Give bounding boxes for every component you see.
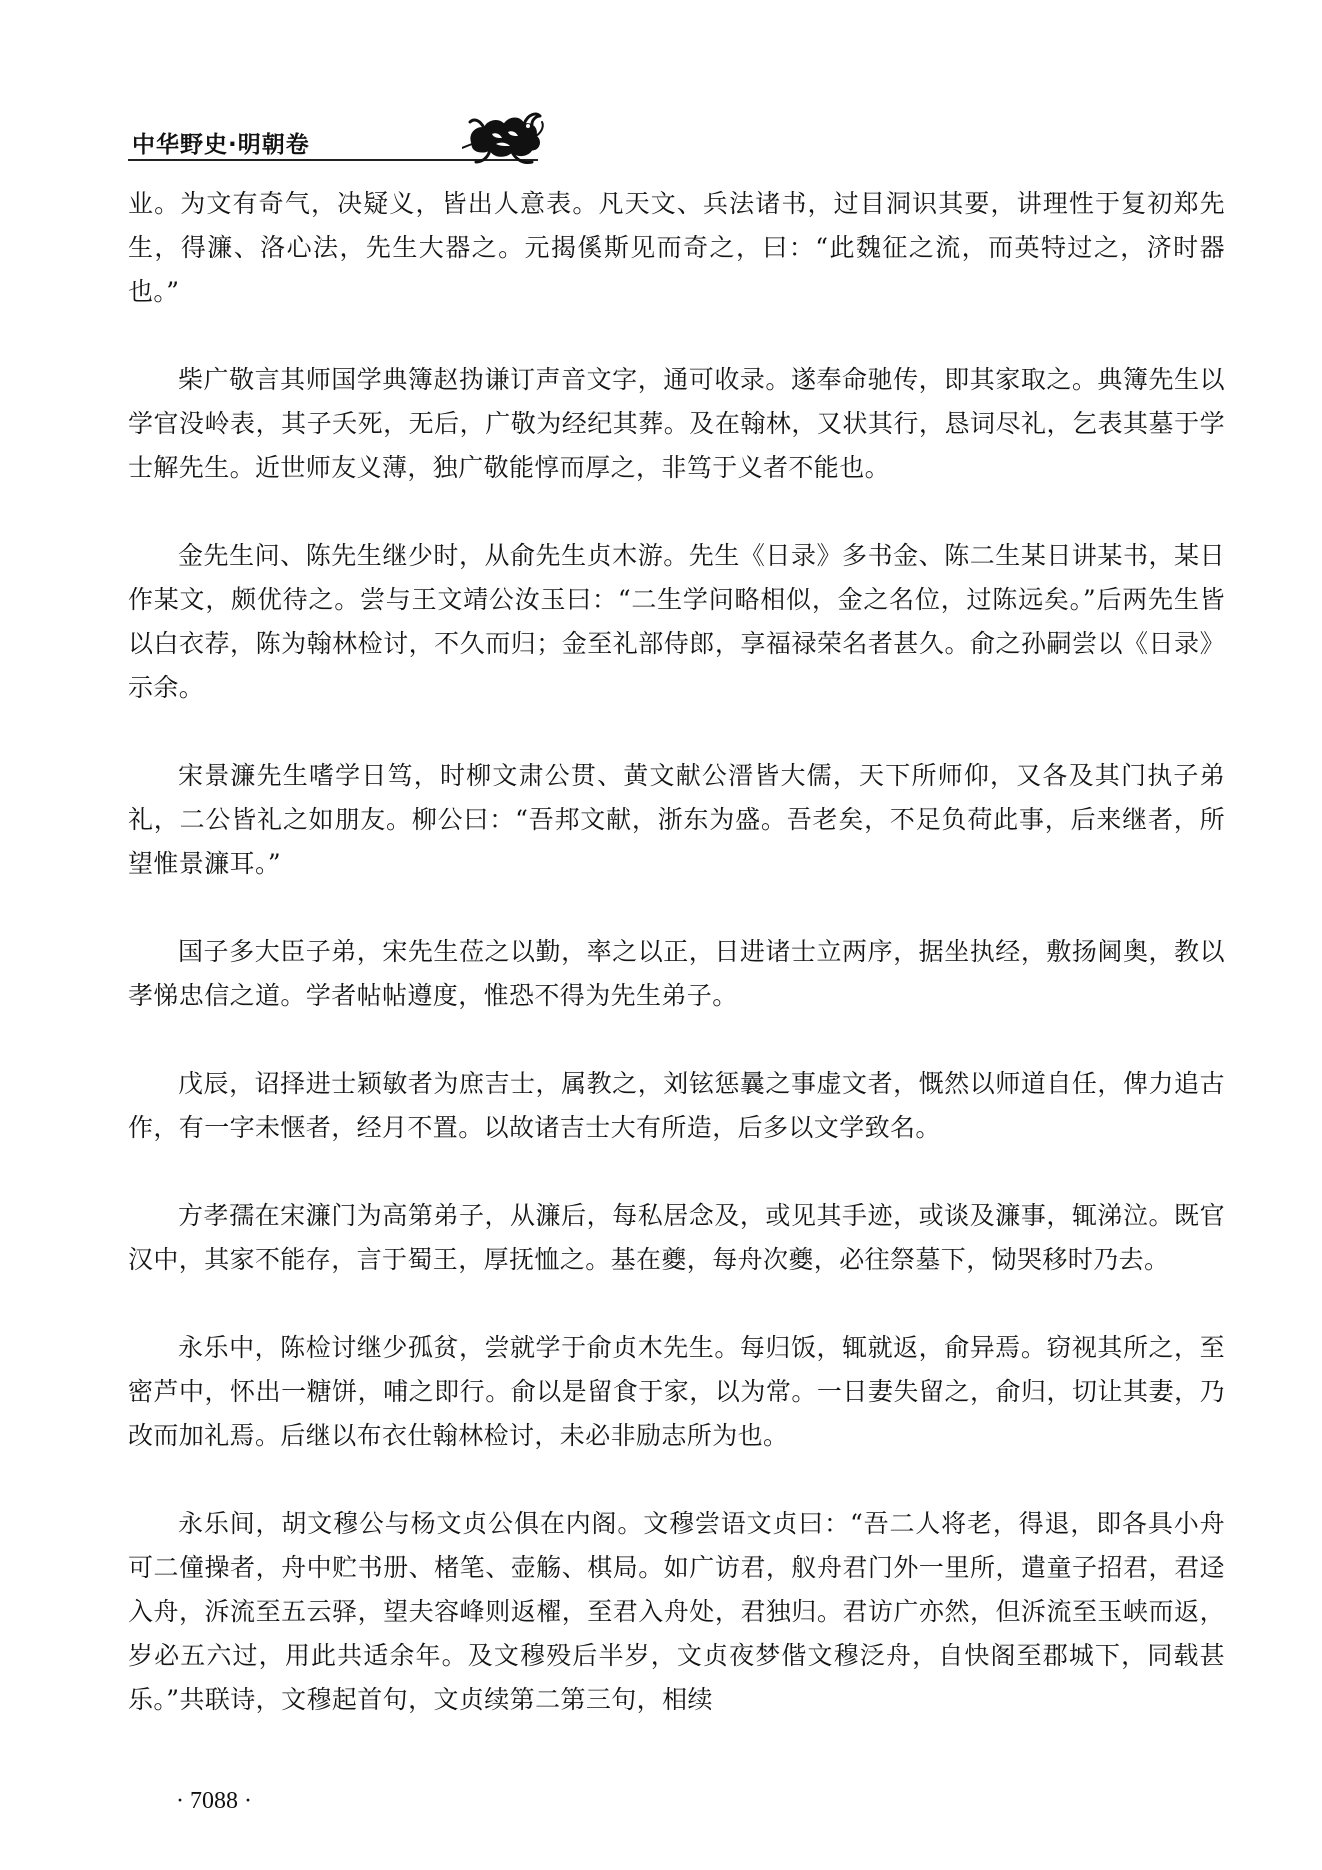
book-title: 中华野史·明朝卷 — [132, 132, 310, 158]
paragraph: 宋景濂先生嗜学日笃，时柳文肃公贯、黄文献公溍皆大儒，天下所师仰，又各及其门执子弟礼，二公皆礼之如朋友。柳公曰：“吾邦文献，浙东为盛。吾老矣，不足负荷此事，后来继者，所望惟景濂耳。” — [128, 761, 1225, 878]
paragraph: 金先生问、陈先生继少时，从俞先生贞木游。先生《日录》多书金、陈二生某日讲某书，某日作某文，颇优待之。尝与王文靖公汝玉曰：“二生学问略相似，金之名位，过陈远矣。”后两先生皆以白衣荐，陈为翰林检讨，不久而归；金至礼部侍郎，享福禄荣名者甚久。俞之孙嗣尝以《日录》示余。 — [128, 541, 1225, 702]
paragraph: 柴广敬言其师国学典簿赵㧑谦订声音文字，通可收录。遂奉命驰传，即其家取之。典簿先生以学官没岭表，其子夭死，无后，广敬为经纪其葬。及在翰林，又状其行，恳词尽礼，乞表其墓于学士解先生。近世师友义薄，独广敬能惇而厚之，非笃于义者不能也。 — [128, 365, 1225, 482]
paragraph: 国子多大臣子弟，宋先生莅之以勤，率之以正，日进诸士立两序，据坐执经，敷扬阃奥，教以孝悌忠信之道。学者帖帖遵度，惟恐不得为先生弟子。 — [128, 937, 1225, 1010]
paragraph: 永乐中，陈检讨继少孤贫，尝就学于俞贞木先生。每归饭，辄就返，俞异焉。窃视其所之，至密芦中，怀出一糖饼，哺之即行。俞以是留食于家，以为常。一日妻失留之，俞归，切让其妻，乃改而加礼焉。后继以布衣仕翰林检讨，未必非励志所为也。 — [128, 1333, 1225, 1450]
dragon-icon — [462, 104, 546, 168]
page-number: · 7088 · — [176, 1788, 252, 1814]
main-text — [128, 182, 1225, 1722]
paragraph: 方孝孺在宋濂门为高第弟子，从濂后，每私居念及，或见其手迹，或谈及濂事，辄涕泣。既官汉中，其家不能存，言于蜀王，厚抚恤之。基在夔，每舟次夔，必往祭墓下，恸哭移时乃去。 — [128, 1201, 1225, 1274]
paragraph: 戊辰，诏择进士颖敏者为庶吉士，属教之，刘铉惩曩之事虚文者，慨然以师道自任，俾力追古作，有一字未惬者，经月不置。以故诸吉士大有所造，后多以文学致名。 — [128, 1069, 1225, 1142]
paragraph: 永乐间，胡文穆公与杨文贞公俱在内阁。文穆尝语文贞曰：“吾二人将老，得退，即各具小舟可二僮操者，舟中贮书册、楮笔、壶觞、棋局。如广访君，舣舟君门外一里所，遣童子招君，君迳入舟，泝流至五云驿，望夫容峰则返櫂，至君入舟处，君独归。君访广亦然，但泝流至玉峡而返，岁必五六过，用此共适余年。及文穆殁后半岁，文贞夜梦偕文穆泛舟，自快阁至郡城下，同载甚乐。”共联诗，文穆起首句，文贞续第二第三句，相续 — [128, 1509, 1225, 1714]
paragraph: 业。为文有奇气，决疑义，皆出人意表。凡天文、兵法诸书，过目洞识其要，讲理性于复初郑先生，得濂、洛心法，先生大器之。元揭傒斯见而奇之，曰：“此魏征之流，而英特过之，济时器也。” — [128, 189, 1225, 306]
